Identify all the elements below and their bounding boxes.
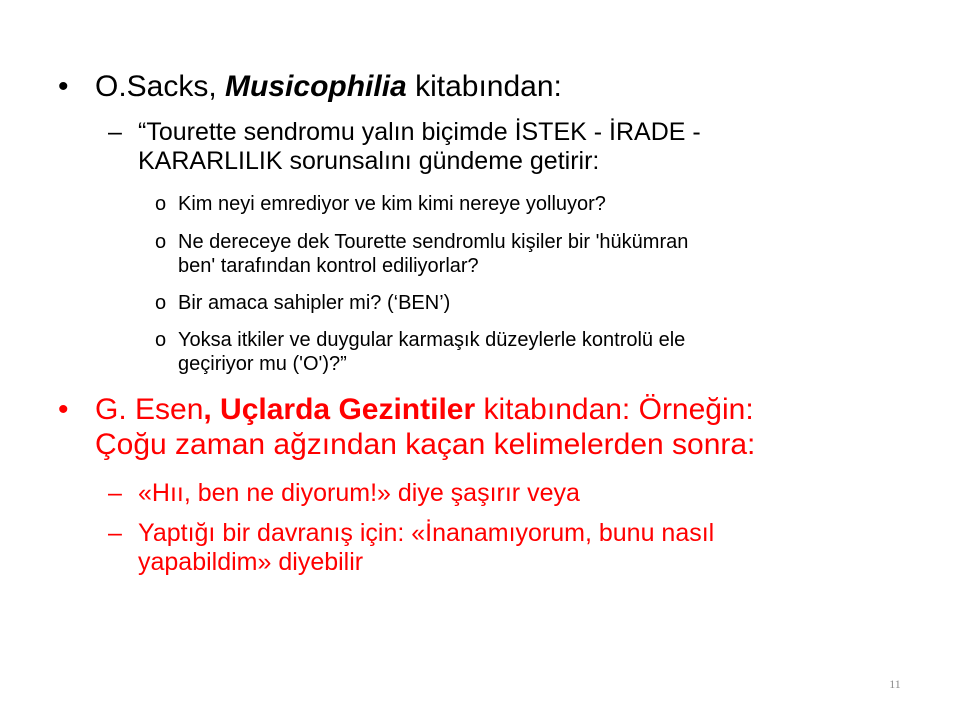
item-prefix: G. Esen bbox=[95, 393, 204, 426]
item-suffix: kitabından: Örneğin: bbox=[475, 393, 754, 426]
question-3: Bir amaca sahipler mi? (‘BEN’) bbox=[178, 292, 451, 314]
bullet-item-esen bbox=[95, 393, 754, 427]
example-2-line-1: Yaptığı bir davranış için: «İnanamıyorum, bunu nasıl bbox=[138, 519, 715, 547]
book-title: , Uçlarda Gezintiler bbox=[203, 393, 476, 426]
book-title: Musicophilia bbox=[225, 70, 407, 103]
quote-line-1: “Tourette sendromu yalın biçimde İSTEK - İRADE - bbox=[138, 118, 701, 146]
sub-marker: o bbox=[155, 193, 167, 215]
bullet-marker: • bbox=[58, 70, 69, 103]
example-2-line-2: yapabildim» diyebilir bbox=[138, 548, 364, 576]
bullet-item-sacks bbox=[95, 70, 562, 104]
example-1: «Hıı, ben ne diyorum!» diye şaşırır veya bbox=[138, 479, 580, 507]
page-number: 11 bbox=[889, 677, 901, 691]
question-4-line-1: Yoksa itkiler ve duygular karmaşık düzeylerle kontrolü ele bbox=[178, 329, 686, 351]
sub-marker: o bbox=[155, 231, 167, 253]
quote-line-2: KARARLILIK sorunsalını gündeme getirir: bbox=[138, 147, 600, 175]
sub-marker: o bbox=[155, 292, 167, 314]
question-2-line-2: ben' tarafından kontrol ediliyorlar? bbox=[178, 255, 479, 277]
item-suffix: kitabından: bbox=[406, 70, 562, 103]
dash-marker: – bbox=[108, 479, 122, 507]
dash-marker: – bbox=[108, 519, 122, 547]
item-prefix: O.Sacks, bbox=[95, 70, 226, 103]
question-1: Kim neyi emrediyor ve kim kimi nereye yolluyor? bbox=[178, 193, 606, 215]
question-4-line-2: geçiriyor mu ('O')?” bbox=[178, 353, 347, 375]
question-2-line-1: Ne dereceye dek Tourette sendromlu kişiler bir 'hükümran bbox=[178, 231, 689, 253]
bullet-marker: • bbox=[58, 393, 69, 426]
bullet-item-esen-line-2: Çoğu zaman ağzından kaçan kelimelerden sonra: bbox=[95, 428, 756, 461]
sub-marker: o bbox=[155, 329, 167, 351]
dash-marker: – bbox=[108, 118, 122, 146]
